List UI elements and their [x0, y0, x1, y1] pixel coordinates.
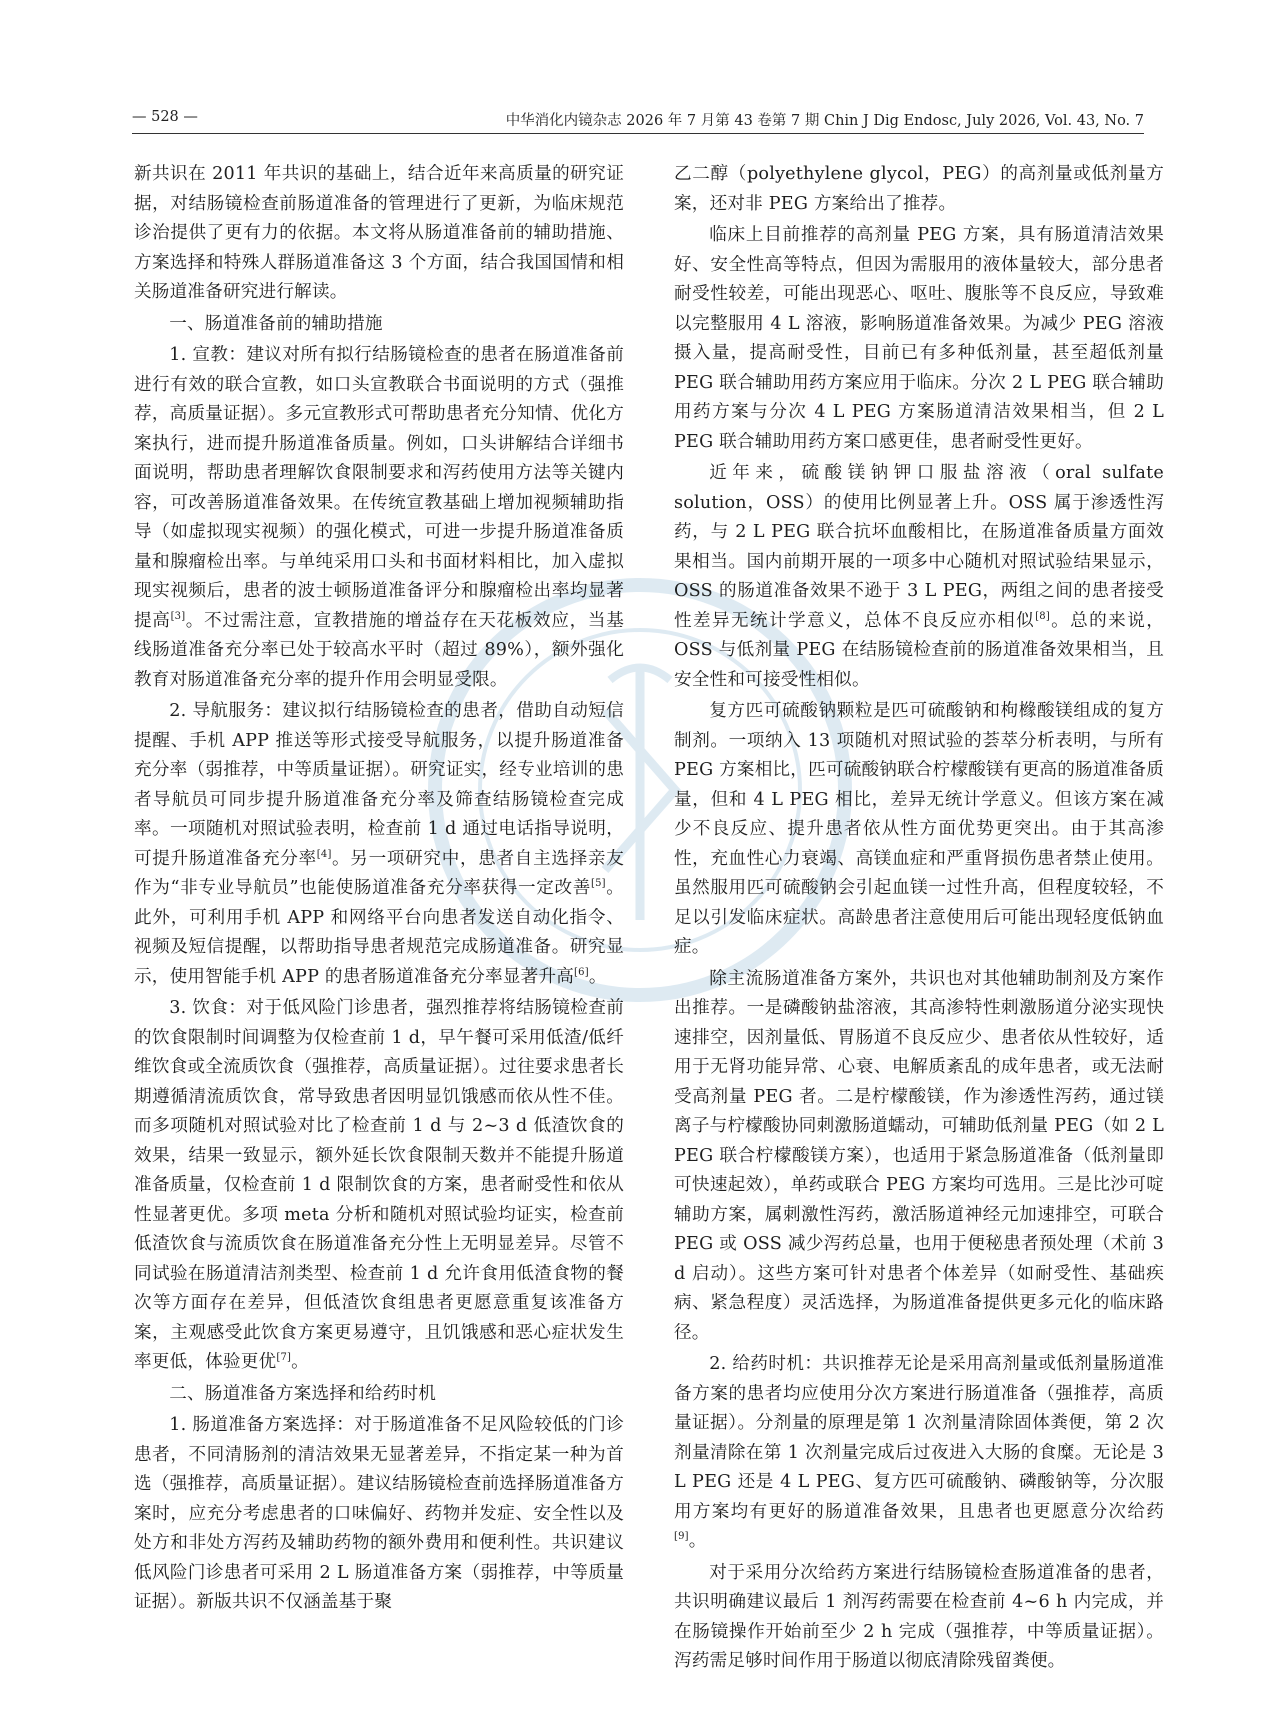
section-heading	[134, 1380, 624, 1410]
paragraph-text: 新共识在 2011 年共识的基础上，结合近年来高质量的研究证据，对结肠镜检查前肠道准备的管理进行了更新，为临床规范诊治提供了更有力的依据。本文将从肠道准备前的辅助措施、方案选择和特殊人群肠道准备这 3 个方面，结合我国国情和相关肠道准备研究进行解读。	[134, 164, 624, 302]
citation-ref: [4]	[316, 848, 332, 860]
journal-citation: 中华消化内镜杂志 2026 年 7 月第 43 卷第 7 期 Chin J Dig Endosc, July 2026, Vol. 43, No. 7	[505, 113, 1144, 129]
paragraph-text: 2. 导航服务：建议拟行结肠镜检查的患者，借助自动短信提醒、手机 APP 推送等形式接受导航服务，以提升肠道准备充分率（弱推荐，中等质量证据）。研究证实，经专业培训的患者导航员可同步提升肠道准备充分率及筛查结肠镜检查完成率。一项随机对照试验表明，检查前 1 d 通过电话指导说明，可提升肠道准备充分率	[134, 701, 624, 869]
body-paragraph	[674, 160, 1164, 219]
paragraph-text: 。此外，可利用手机 APP 和网络平台向患者发送自动化指令、视频及短信提醒，以帮助指导患者规范完成肠道准备。研究显示，使用智能手机 APP 的患者肠道准备充分率显著升高	[134, 878, 624, 987]
body-paragraph	[134, 160, 624, 308]
paragraph-text: 乙二醇（polyethylene glycol，PEG）的高剂量或低剂量方案，还对非 PEG 方案给出了推荐。	[674, 164, 1164, 214]
body-paragraph	[674, 221, 1164, 457]
paragraph-text: 一、肠道准备前的辅助措施	[169, 313, 383, 334]
body-paragraph	[674, 1350, 1164, 1557]
paragraph-text: 2. 给药时机：共识推荐无论是采用高剂量或低剂量肠道准备方案的患者均应使用分次方案进行肠道准备（强推荐，高质量证据）。分剂量的原理是第 1 次剂量清除固体粪便，第 2 次剂量清除在第 1 次剂量完成后过夜进入大肠的食糜。无论是 3 L PEG 还是 4 L PEG、复方匹可硫酸钠、磷酸钠等，分次服用方案均有更好的肠道准备效果，且患者也更愿意分次给药	[674, 1354, 1164, 1522]
running-header	[132, 103, 1144, 134]
body-paragraph	[674, 459, 1164, 695]
paragraph-text: 1. 宣教：建议对所有拟行结肠镜检查的患者在肠道准备前进行有效的联合宣教，如口头宣教联合书面说明的方式（强推荐，高质量证据）。多元宣教形式可帮助患者充分知情、优化方案执行，进而提升肠道准备质量。例如，口头讲解结合详细书面说明，帮助患者理解饮食限制要求和泻药使用方法等关键内容，可改善肠道准备效果。在传统宣教基础上增加视频辅助指导（如虚拟现实视频）的强化模式，可进一步提升肠道准备质量和腺瘤检出率。与单纯采用口头和书面材料相比，加入虚拟现实视频后，患者的波士顿肠道准备评分和腺瘤检出率均显著提高	[134, 345, 624, 631]
section-heading	[134, 310, 624, 340]
citation-ref: [8]	[1035, 610, 1050, 622]
paragraph-text: 。总的来说，OSS 与低剂量 PEG 在结肠镜检查前的肠道准备效果相当，且安全性和可接受性相似。	[674, 610, 1164, 690]
page-number: — 528 —	[132, 109, 198, 125]
paragraph-text: 近年来，硫酸镁钠钾口服盐溶液（oral sulfate solution，OSS）的使用比例显著上升。OSS 属于渗透性泻药，与 2 L PEG 联合抗坏血酸相比，在肠道准备质量方面效果相当。国内前期开展的一项多中心随机对照试验结果显示，OSS 的肠道准备效果不逊于 3 L PEG，两组之间的患者接受性差异无统计学意义，总体不良反应亦相似	[674, 463, 1164, 631]
paragraph-text: 复方匹可硫酸钠颗粒是匹可硫酸钠和枸橼酸镁组成的复方制剂。一项纳入 13 项随机对照试验的荟萃分析表明，与所有 PEG 方案相比，匹可硫酸钠联合柠檬酸镁有更高的肠道准备质量，但和 4 L PEG 相比，差异无统计学意义。但该方案在减少不良反应、提升患者依从性方面优势更突出。由于其高渗性，充血性心力衰竭、高镁血症和严重肾损伤患者禁止使用。虽然服用匹可硫酸钠会引起血镁一过性升高，但程度较轻，不足以引发临床症状。高龄患者注意使用后可能出现轻度低钠血症。	[674, 701, 1164, 957]
body-paragraph	[674, 1559, 1164, 1677]
citation-ref: [7]	[276, 1352, 292, 1364]
body-paragraph	[134, 697, 624, 992]
right-column	[674, 160, 1164, 1671]
paragraph-text: 。另一项研究中，患者自主选择亲友作为“非专业导航员”也能使肠道准备充分率获得一定改善	[134, 848, 624, 898]
paragraph-text: 1. 肠道准备方案选择：对于肠道准备不足风险较低的门诊患者，不同清肠剂的清洁效果无显著差异，不指定某一种为首选（强推荐，高质量证据）。建议结肠镜检查前选择肠道准备方案时，应充分考虑患者的口味偏好、药物并发症、安全性以及处方和非处方泻药及辅助药物的额外费用和便利性。共识建议低风险门诊患者可采用 2 L 肠道准备方案（弱推荐，中等质量证据）。新版共识不仅涵盖基于聚	[134, 1415, 624, 1612]
paragraph-text: 。	[588, 966, 607, 987]
citation-ref: [3]	[170, 610, 186, 622]
body-paragraph	[134, 994, 624, 1378]
left-column	[134, 160, 624, 1660]
body-paragraph	[134, 341, 624, 695]
paragraph-text: 除主流肠道准备方案外，共识也对其他辅助制剂及方案作出推荐。一是磷酸钠盐溶液，其高渗特性刺激肠道分泌实现快速排空，因剂量低、胃肠道不良反应少、患者依从性较好，适用于无肾功能异常、心衰、电解质紊乱的成年患者，或无法耐受高剂量 PEG 者。二是柠檬酸镁，作为渗透性泻药，通过镁离子与柠檬酸协同刺激肠道蠕动，可辅助低剂量 PEG（如 2 L PEG 联合柠檬酸镁方案），也适用于紧急肠道准备（低剂量即可快速起效），单药或联合 PEG 方案均可选用。三是比沙可啶辅助方案，属刺激性泻药，激活肠道神经元加速排空，可联合 PEG 或 OSS 减少泻药总量，也用于便秘患者预处理（术前 3 d 启动）。这些方案可针对患者个体差异（如耐受性、基础疾病、紧急程度）灵活选择，为肠道准备提供更多元化的临床路径。	[674, 968, 1164, 1343]
paragraph-text: 。	[291, 1352, 309, 1372]
paragraph-text: 。	[688, 1531, 707, 1551]
citation-ref: [5]	[590, 878, 606, 890]
citation-ref: [6]	[574, 966, 589, 978]
body-paragraph	[674, 697, 1164, 963]
paragraph-text: 。不过需注意，宣教措施的增益存在天花板效应，当基线肠道准备充分率已处于较高水平时（超过 89%），额外强化教育对肠道准备充分率的提升作用会明显受限。	[134, 610, 624, 690]
paragraph-text: 二、肠道准备方案选择和给药时机	[169, 1383, 437, 1404]
citation-ref: [9]	[674, 1531, 689, 1543]
paragraph-text: 对于采用分次给药方案进行结肠镜检查肠道准备的患者，共识明确建议最后 1 剂泻药需要在检查前 4~6 h 内完成，并在肠镜操作开始前至少 2 h 完成（强推荐，中等质量证据）。泻药需足够时间作用于肠道以彻底清除残留粪便。	[674, 1562, 1164, 1671]
body-paragraph	[134, 1411, 624, 1618]
paragraph-text: 临床上目前推荐的高剂量 PEG 方案，具有肠道清洁效果好、安全性高等特点，但因为需服用的液体量较大，部分患者耐受性较差，可能出现恶心、呕吐、腹胀等不良反应，导致难以完整服用 4 L 溶液，影响肠道准备效果。为减少 PEG 溶液摄入量，提高耐受性，目前已有多种低剂量，甚至超低剂量 PEG 联合辅助用药方案应用于临床。分次 2 L PEG 联合辅助用药方案与分次 4 L PEG 方案肠道清洁效果相当，但 2 L PEG 联合辅助用药方案口感更佳，患者耐受性更好。	[674, 225, 1164, 452]
body-paragraph	[674, 965, 1164, 1349]
paragraph-text: 3. 饮食：对于低风险门诊患者，强烈推荐将结肠镜检查前的饮食限制时间调整为仅检查前 1 d，早午餐可采用低渣/低纤维饮食或全流质饮食（强推荐，高质量证据）。过往要求患者长期遵循清流质饮食，常导致患者因明显饥饿感而依从性不佳。而多项随机对照试验对比了检查前 1 d 与 2~3 d 低渣饮食的效果，结果一致显示，额外延长饮食限制天数并不能提升肠道准备质量，仅检查前 1 d 限制饮食的方案，患者耐受性和依从性显著更优。多项 meta 分析和随机对照试验均证实，检查前低渣饮食与流质饮食在肠道准备充分性上无明显差异。尽管不同试验在肠道清洁剂类型、检查前 1 d 允许食用低渣食物的餐次等方面存在差异，但低渣饮食组患者更愿意重复该准备方案，主观感受此饮食方案更易遵守，且饥饿感和恶心症状发生率更低，体验更优	[134, 998, 624, 1372]
